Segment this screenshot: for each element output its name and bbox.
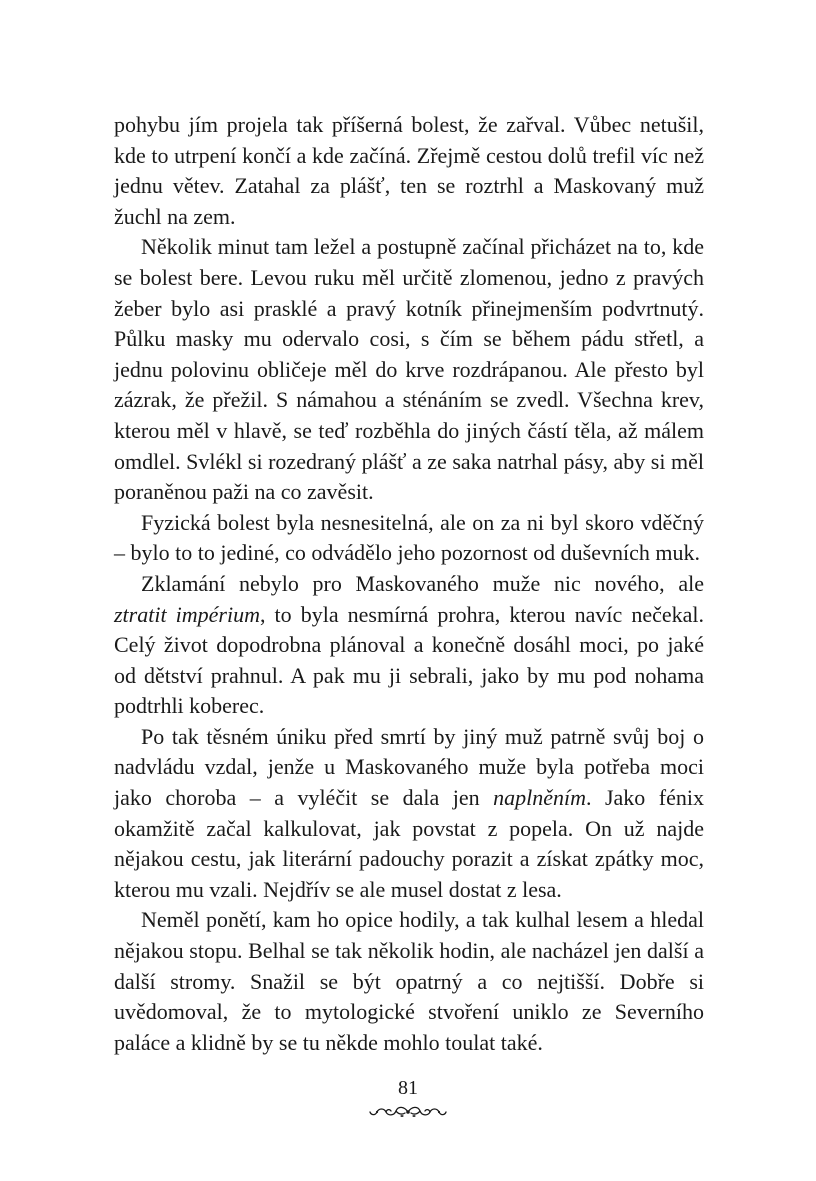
italic-phrase: ztratit impérium xyxy=(114,601,260,627)
scroll-flourish-icon xyxy=(368,1103,448,1121)
page-number: 81 xyxy=(398,1077,418,1099)
italic-phrase: naplněním xyxy=(493,785,586,811)
paragraph-5 xyxy=(114,722,704,906)
paragraph-text: Fyzická bolest byla nesnesitelná, ale on za ni byl skoro vděčný – bylo to to jediné, co odvádělo jeho pozornost od duševních muk. xyxy=(114,509,704,566)
paragraph-text: Zklamání nebylo pro Maskovaného muže nic nového, ale xyxy=(141,570,704,596)
paragraph-text: Po tak těsném úniku před smrtí by jiný muž patrně svůj boj o nadvládu vzdal, jenže u Maskovaného muže byla potřeba moci jako choroba – a vyléčit se dala jen xyxy=(114,723,704,811)
paragraph-1 xyxy=(114,110,704,232)
paragraph-2 xyxy=(114,232,704,507)
body-text xyxy=(114,110,704,1058)
page-footer xyxy=(0,1076,816,1121)
paragraph-text: Neměl ponětí, kam ho opice hodily, a tak kulhal lesem a hledal nějakou stopu. Belhal se tak několik hodin, ale nacházel jen další a další stromy. Snažil se být opatrný a co nejtišší. Dobře si uvědomoval, že to mytologické stvoření uniklo ze Severního paláce a klidně by se tu někde mohlo toulat také. xyxy=(114,907,704,1055)
paragraph-text: Několik minut tam ležel a postupně začínal přicházet na to, kde se bolest bere. Levou ruku měl určitě zlomenou, jedno z pravých žeber bylo asi prasklé a pravý kotník přinejmenším podvrtnutý. Půlku masky mu odervalo cosi, s čím se během pádu střetl, a jednu polovinu obličeje měl do krve rozdrápanou. Ale přesto byl zázrak, že přežil. S námahou a sténáním se zvedl. Všechna krev, kterou měl v hlavě, se teď rozběhla do jiných částí těla, až málem omdlel. Svlékl si rozedraný plášť a ze saka natrhal pásy, aby si měl poraněnou paži na co zavěsit. xyxy=(114,234,704,505)
paragraph-text: . Jako fénix okamžitě začal kalkulovat, jak povstat z popela. On už najde nějakou cestu, jak literární padouchy porazit a získat zpátky moc, kterou mu vzali. Nejdřív se ale musel dostat z lesa. xyxy=(114,785,705,902)
paragraph-text: , to byla nesmírná prohra, kterou navíc nečekal. Celý život dopodrobna plánoval a konečně dosáhl moci, po jaké od dětství prahnul. A pak mu ji sebrali, jako by mu pod nohama podtrhli koberec. xyxy=(114,601,704,719)
paragraph-3 xyxy=(114,508,704,569)
paragraph-4 xyxy=(114,569,704,722)
paragraph-6 xyxy=(114,905,704,1058)
paragraph-text: pohybu jím projela tak příšerná bolest, že zařval. Vůbec netušil, kde to utrpení končí a kde začíná. Zřejmě cestou dolů trefil víc než jednu větev. Zatahal za plášť, ten se roztrhl a Maskovaný muž žuchl na zem. xyxy=(114,112,704,229)
